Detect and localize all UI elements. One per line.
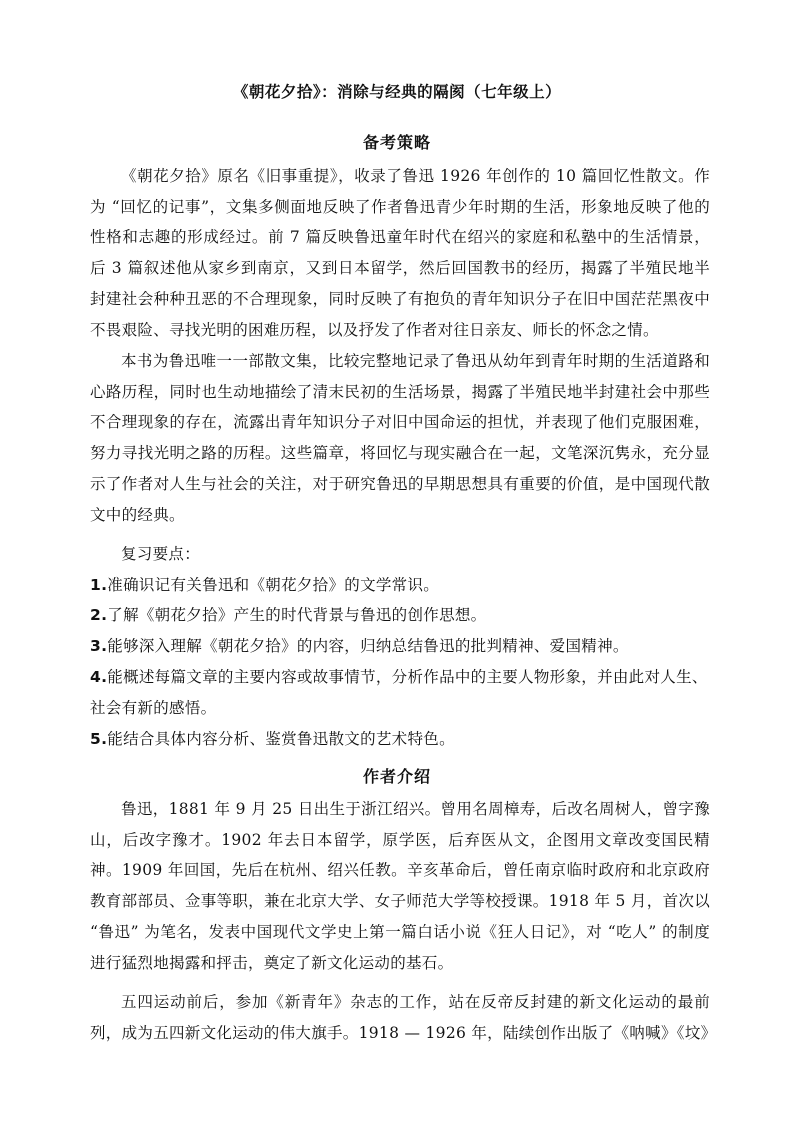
review-point (90, 570, 715, 601)
review-point-text: 能够深入理解《朝花夕拾》的内容，归纳总结鲁迅的批判精神、爱国精神。 (107, 637, 629, 655)
review-point-number: 4. (90, 668, 108, 686)
strategy-paragraph-1: 《朝花夕拾》原名《旧事重提》，收录了鲁迅 1926 年创作的 10 篇回忆性散文。作为 “回忆的记事”，文集多侧面地反映了作者鲁迅青少年时期的生活，形象地反映了他的性格和志趣的形成经过。前 7 篇反映鲁迅童年时代在绍兴的家庭和私塾中的生活情景，后 3 篇叙述他从家乡到南京，又到日本留学，然后回国教书的经历，揭露了半殖民地半封建社会种种丑恶的不合理现象，同时反映了有抱负的青年知识分子在旧中国茫茫黑夜中不畏艰险、寻找光明的困难历程，以及抒发了作者对往日亲友、师长的怀念之情。 (90, 167, 710, 339)
review-point-number: 5. (90, 730, 108, 748)
review-point-text: 能结合具体内容分析、鉴赏鲁迅散文的艺术特色。 (107, 730, 455, 748)
review-point-text: 能概述每篇文章的主要内容或故事情节，分析作品中的主要人物形象，并由此对人生、社会有新的感悟。 (90, 668, 708, 717)
section-heading-author: 作者介绍 (362, 767, 431, 786)
review-point-text: 了解《朝花夕拾》产生的时代背景与鲁迅的创作思想。 (107, 606, 487, 624)
review-point-number: 3. (90, 637, 108, 655)
review-points-label: 复习要点： (121, 545, 201, 563)
author-paragraph-2: 五四运动前后，参加《新青年》杂志的工作，站在反帝反封建的新文化运动的最前列，成为五四新文化运动的伟大旗手。1918 — 1926 年，陆续创作出版了《呐喊》《坟》 (90, 993, 717, 1042)
strategy-paragraph-2: 本书为鲁迅唯一一部散文集，比较完整地记录了鲁迅从幼年到青年时期的生活道路和心路历程，同时也生动地描绘了清末民初的生活场景，揭露了半殖民地半封建社会中那些不合理现象的存在，流露出青年知识分子对旧中国命运的担忧，并表现了他们克服困难，努力寻找光明之路的历程。这些篇章，将回忆与现实融合在一起，文笔深沉隽永，充分显示了作者对人生与社会的关注，对于研究鲁迅的早期思想具有重要的价值，是中国现代散文中的经典。 (90, 352, 710, 524)
section-heading-strategy: 备考策略 (362, 133, 431, 152)
review-point (90, 631, 715, 662)
review-point-number: 1. (90, 576, 108, 594)
review-point-number: 2. (90, 606, 108, 624)
review-point-text: 准确识记有关鲁迅和《朝花夕拾》的文学常识。 (107, 576, 440, 594)
review-point (90, 724, 715, 755)
review-point (90, 662, 715, 723)
document-title: 《朝花夕拾》：消除与经典的隔阂（七年级上） (232, 83, 562, 101)
author-paragraph-1: 鲁迅，1881 年 9 月 25 日出生于浙江绍兴。曾用名周樟寿，后改名周树人，曾字豫山，后改字豫才。1902 年去日本留学，原学医，后弃医从文，企图用文章改变国民精神。1909 年回国，先后在杭州、绍兴任教。辛亥革命后，曾任南京临时政府和北京政府教育部部员、佥事等职，兼在北京大学、女子师范大学等校授课。1918 年 5 月，首次以 “鲁迅” 为笔名，发表中国现代文学史上第一篇白话小说《狂人日记》，对 “吃人” 的制度进行猛烈地揭露和抨击，奠定了新文化运动的基石。 (90, 800, 710, 972)
review-point (90, 600, 715, 631)
